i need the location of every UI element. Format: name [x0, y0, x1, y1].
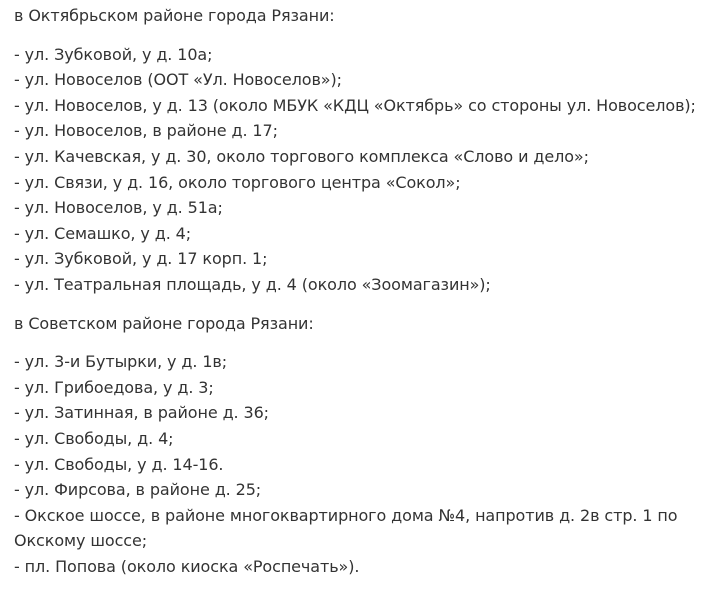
- list-item: - ул. Зубковой, у д. 17 корп. 1;: [14, 249, 268, 269]
- section-oktyabrsky: [14, 3, 714, 298]
- list-item: - ул. Семашко, у д. 4;: [14, 223, 192, 243]
- list-item: - Окское шоссе, в районе многоквартирного дома №4, напротив д. 2в стр. 1 по Окскому шоссе;: [14, 505, 678, 551]
- address-list: [14, 42, 714, 298]
- address-list: [14, 349, 714, 579]
- section-heading: в Октябрьском районе города Рязани:: [14, 6, 335, 25]
- list-item: - ул. Театральная площадь, у д. 4 (около «Зоомагазин»);: [14, 274, 491, 294]
- list-item: - ул. Новоселов, у д. 13 (около МБУК «КДЦ «Октябрь» со стороны ул. Новоселов);: [14, 95, 696, 115]
- section-sovetsky: [14, 311, 714, 580]
- list-item: - ул. Фирсова, в районе д. 25;: [14, 480, 262, 500]
- list-item: - пл. Попова (около киоска «Роспечать»).: [14, 556, 360, 576]
- list-item: - ул. Новоселов, у д. 51а;: [14, 198, 223, 218]
- list-item: - ул. Новоселов, в районе д. 17;: [14, 121, 278, 141]
- list-item: - ул. Зубковой, у д. 10а;: [14, 44, 213, 64]
- list-item: - ул. 3-и Бутырки, у д. 1в;: [14, 352, 228, 372]
- list-item: - ул. Новоселов (ООТ «Ул. Новоселов»);: [14, 70, 342, 90]
- list-item: - ул. Свободы, д. 4;: [14, 428, 174, 448]
- list-item: - ул. Качевская, у д. 30, около торгового комплекса «Слово и дело»;: [14, 146, 589, 166]
- section-heading: в Советском районе города Рязани:: [14, 313, 314, 333]
- list-item: - ул. Грибоедова, у д. 3;: [14, 377, 214, 397]
- list-item: - ул. Затинная, в районе д. 36;: [14, 403, 269, 423]
- list-item: - ул. Связи, у д. 16, около торгового центра «Сокол»;: [14, 172, 461, 192]
- list-item: - ул. Свободы, у д. 14-16.: [14, 454, 224, 474]
